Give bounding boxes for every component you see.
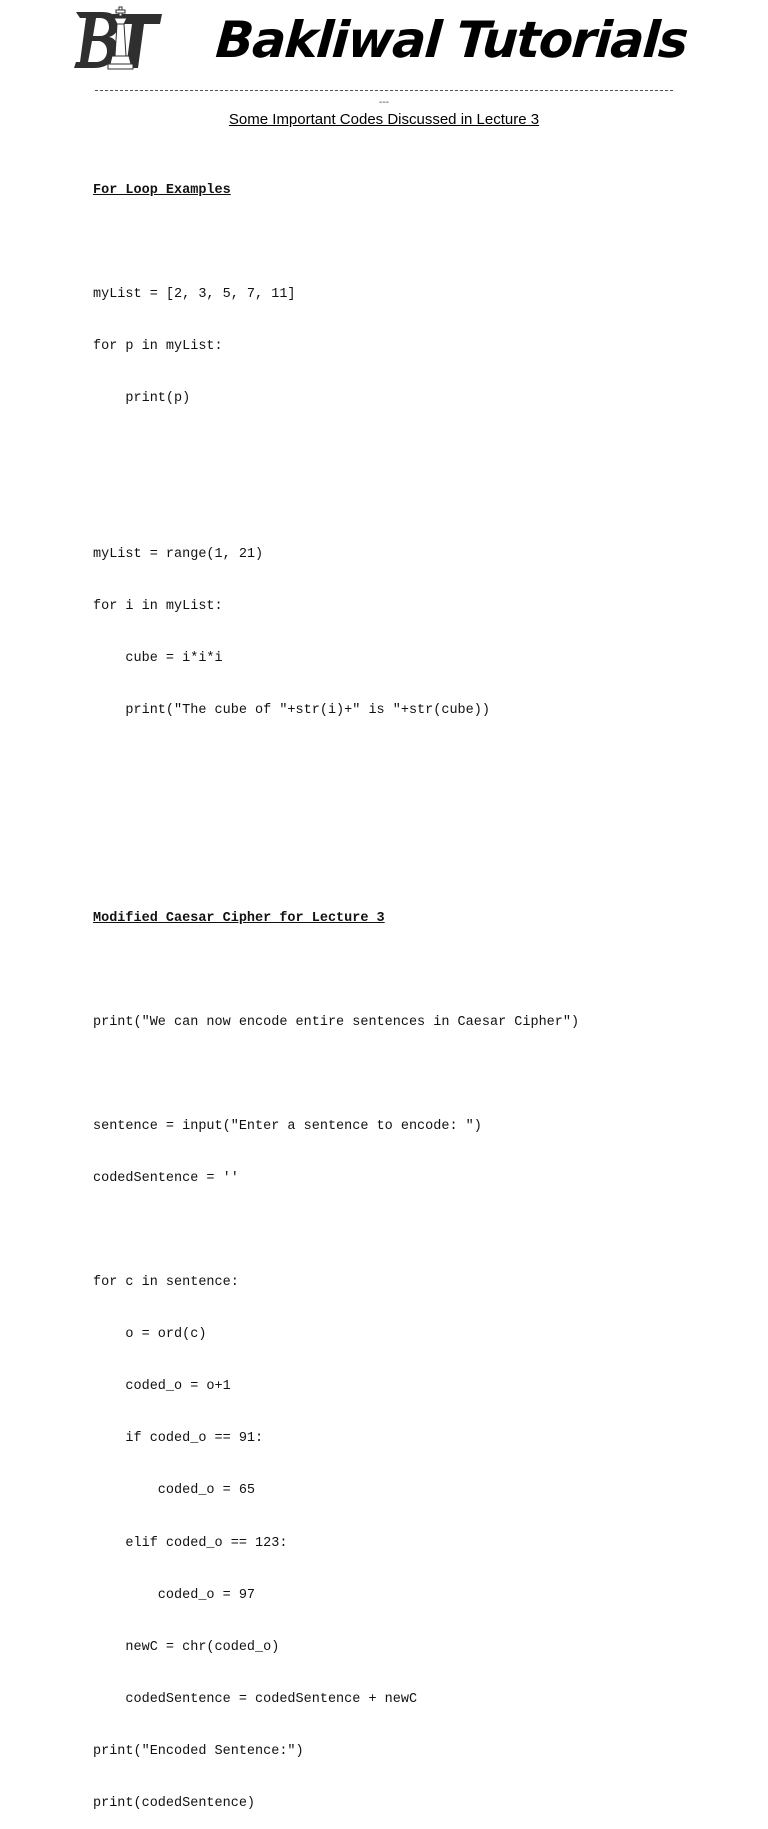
code-line: for p in myList: xyxy=(93,338,223,354)
document-title: Some Important Codes Discussed in Lecture 3 xyxy=(228,111,540,128)
code-line: newC = chr(coded_o) xyxy=(93,1639,280,1655)
code-line: print("The cube of "+str(i)+" is "+str(cube)) xyxy=(93,703,490,718)
header-divider xyxy=(95,90,673,91)
code-line: print(codedSentence) xyxy=(93,1795,256,1811)
code-line: for i in myList: xyxy=(93,598,223,614)
blank-line xyxy=(93,234,579,251)
code-line: print("Encoded Sentence:") xyxy=(93,1743,304,1759)
code-listing xyxy=(93,147,579,1829)
code-line: elif coded_o == 123: xyxy=(93,1535,288,1551)
code-line: myList = range(1, 21) xyxy=(93,546,264,562)
code-line: o = ord(c) xyxy=(93,1327,207,1343)
code-line: print(p) xyxy=(93,390,191,406)
code-line: codedSentence = '' xyxy=(93,1171,239,1187)
code-line xyxy=(93,1222,579,1239)
code-line: coded_o = 97 xyxy=(93,1587,256,1603)
code-line: cube = i*i*i xyxy=(93,650,223,666)
code-line: print("We can now encode entire sentences in Caesar Cipher") xyxy=(93,1015,580,1031)
page-header xyxy=(0,0,768,86)
blank-line xyxy=(93,442,579,459)
blank-line xyxy=(93,806,579,823)
section-heading-caesar-cipher: Modified Caesar Cipher for Lecture 3 xyxy=(93,911,385,927)
section-heading-for-loop: For Loop Examples xyxy=(93,182,231,198)
code-line xyxy=(93,1066,579,1083)
blank-line xyxy=(93,754,579,771)
code-line: myList = [2, 3, 5, 7, 11] xyxy=(93,286,296,302)
code-line: if coded_o == 91: xyxy=(93,1431,264,1447)
bt-logo-icon xyxy=(72,6,164,74)
code-line: codedSentence = codedSentence + newC xyxy=(93,1691,418,1707)
brand-name: Bakliwal Tutorials xyxy=(213,11,689,69)
code-line: for c in sentence: xyxy=(93,1275,239,1291)
blank-line xyxy=(93,962,579,979)
code-line: coded_o = o+1 xyxy=(93,1379,231,1395)
blank-line xyxy=(93,858,579,875)
divider-tail: --- xyxy=(379,97,389,108)
blank-line xyxy=(93,494,579,511)
code-line: coded_o = 65 xyxy=(93,1483,256,1499)
code-line: sentence = input("Enter a sentence to encode: ") xyxy=(93,1119,482,1135)
